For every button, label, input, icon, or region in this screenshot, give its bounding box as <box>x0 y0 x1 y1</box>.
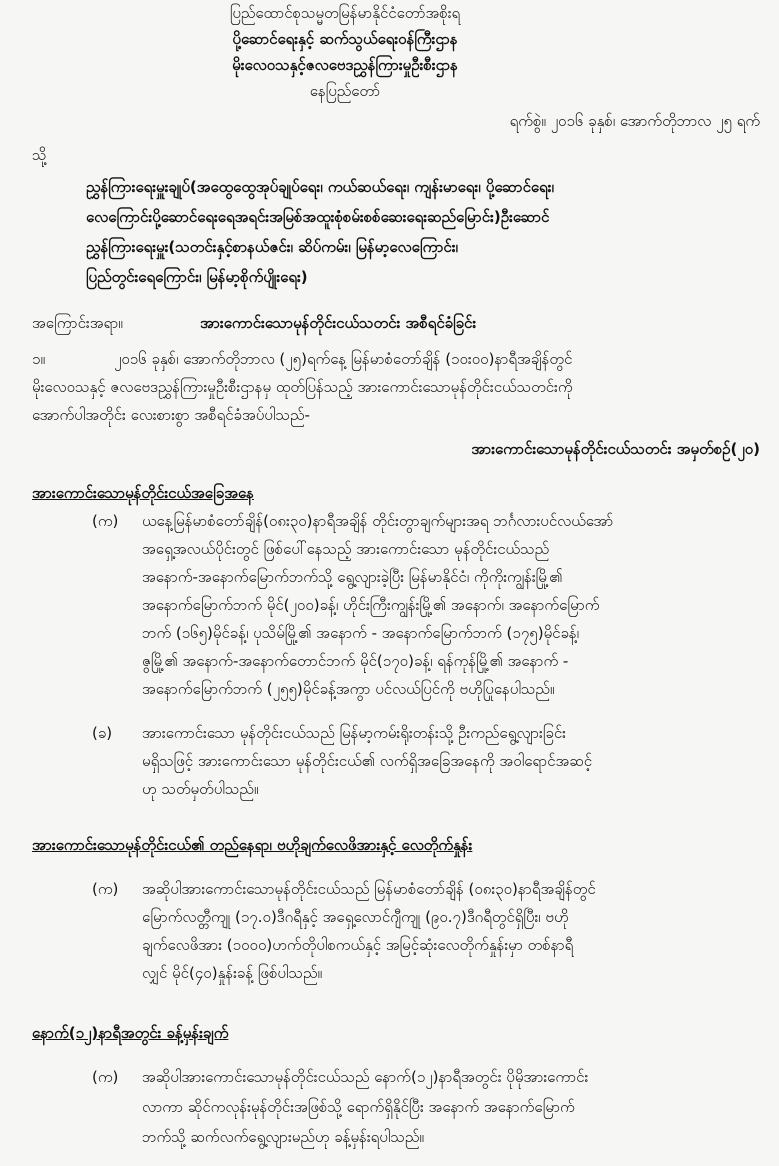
recipient-line: လေကြောင်းပို့ဆောင်ရေးရေအရင်းအမြစ်အထူးစုံစမ်းစစ်ဆေးရေးဆည်မြောင်း)ဦးဆောင် <box>86 208 550 226</box>
item-line: အနောက်-အနောက်မြောက်ဘက်သို့ ရွေ့လျားခဲ့ပြီး မြန်မာနိုင်ငံ၊ ကိုကိုးကျွန်းမြို့၏ <box>142 568 563 586</box>
ministry-name: ပို့ဆောင်ရေးနှင့် ဆက်သွယ်ရေးဝန်ကြီးဌာန <box>232 30 458 48</box>
item-line: အဆိုပါအားကောင်းသောမုန်တိုင်းငယ်သည် နောက်(၁၂)နာရီအတွင်း ပိုမိုအားကောင်း <box>142 1068 589 1086</box>
recipient-line: ညွှန်ကြားရေးမှူး(သတင်းနှင့်စာနယ်ဇင်း၊ ဆိပ်ကမ်း၊ မြန်မာ့လေကြောင်း၊ <box>86 238 458 256</box>
item-line: အားကောင်းသော မုန်တိုင်းငယ်သည် မြန်မာ့ကမ်းရိုးတန်းသို့ ဦးကည်ရွေ့လျားခြင်း <box>142 724 566 742</box>
item-line: အနောက်မြောက်ဘက် (၂၅၅)မိုင်ခန့်အကွာ ပင်လယ်ပြင်ကို ဗဟိုပြုနေပါသည်။ <box>142 680 555 698</box>
item-line: ဟု သတ်မှတ်ပါသည်။ <box>142 780 259 798</box>
item-line: မြောက်လတ္တီကျု (၁၇.၀)ဒီဂရီနှင့် အရှေ့လောင်ဂျီကျု (၉၀.၇)ဒီဂရီတွင်ရှိပြီး၊ ဗဟို <box>142 908 569 926</box>
para-line: အောက်ပါအတိုင်း လေးစားစွာ အစီရင်ခံအပ်ပါသည်- <box>32 406 310 424</box>
item-marker: (က) <box>92 1068 119 1086</box>
subject-text: အားကောင်းသောမုန်တိုင်းငယ်သတင်း အစီရင်ခံခြင်း <box>200 314 477 332</box>
section-heading: အားကောင်းသောမုန်တိုင်းငယ်၏ တည်နေရာ၊ ဗဟိုချက်လေဖိအားနှင့် လေတိုက်နှုန်း <box>32 836 473 854</box>
item-line: အဆိုပါအားကောင်းသောမုန်တိုင်းငယ်သည် မြန်မာစံတော်ချိန် (၀၈း၃၀)နာရီအချိန်တွင် <box>142 880 596 898</box>
item-line: လျှင် မိုင်(၄၀)နှုန်းခန့် ဖြစ်ပါသည်။ <box>142 964 323 982</box>
item-line: ဇွမြို့၏ အနောက်-အနောက်တောင်ဘက် မိုင်(၁၇၀)ခန့်၊ ရန်ကုန်မြို့၏ အနောက် - <box>142 652 569 670</box>
item-marker: (က) <box>92 880 119 898</box>
document-date: ရက်စွဲ။ ၂၀၁၆ ခုနှစ်၊ အောက်တိုဘာလ ၂၅ ရက် <box>509 112 760 130</box>
item-line: အနောက်မြောက်ဘက် မိုင်(၂၀၀)ခန့်၊ ဟိုင်းကြီးကျွန်းမြို့၏ အနောက်၊ အနောက်မြောက် <box>142 596 600 614</box>
item-marker: (ခ) <box>92 724 113 742</box>
item-line: အရှေ့အလယ်ပိုင်းတွင် ဖြစ်ပေါ်နေသည့် အားကောင်းသော မုန်တိုင်းငယ်သည် <box>142 540 550 558</box>
bulletin-number: အားကောင်းသောမုန်တိုင်းငယ်သတင်း အမှတ်စဉ်(၂၀) <box>471 440 760 458</box>
para-line: ၂၀၁၆ ခုနှစ်၊ အောက်တိုဘာလ (၂၅)ရက်နေ့ မြန်မာစံတော်ချိန် (၁၀း၀၀)နာရီအချိန်တွင် <box>114 350 573 368</box>
recipient-line: ပြည်တွင်းရေကြောင်း၊ မြန်မာ့စိုက်ပျိုးရေး) <box>86 268 308 286</box>
item-line: မရှိသဖြင့် အားကောင်းသော မုန်တိုင်းငယ်၏ လက်ရှိအခြေအနေကို အဝါရောင်အဆင့် <box>142 752 593 770</box>
section1-item-b <box>142 720 762 810</box>
section2-item-a <box>142 876 762 996</box>
section1-item-a <box>142 508 762 708</box>
subject-label: အကြောင်းအရာ။ <box>32 314 123 332</box>
govt-name: ပြည်ထောင်စုသမ္မတမြန်မာနိုင်ငံတော်အစိုးရ <box>229 4 461 22</box>
item-marker: (က) <box>92 512 119 530</box>
para1-body <box>32 346 762 436</box>
item-line: လာကာ ဆိုင်ကလုန်းမုန်တိုင်းအဖြစ်သို့ ရောက်ရှိနိုင်ပြီး အနောက် အနောက်မြောက် <box>142 1098 575 1116</box>
location: နေပြည်တော် <box>309 82 381 100</box>
recipient-line: ညွှန်ကြားရေးမှူးချုပ်(အထွေထွေအုပ်ချုပ်ရေး၊ ကယ်ဆယ်ရေး၊ ကျန်းမာရေး၊ ပို့ဆောင်ရေး၊ <box>86 178 554 196</box>
department-name: မိုးလေဝသနှင့်ဇလဗေဒညွှန်ကြားမှုဦးစီးဌာန <box>232 56 458 74</box>
item-line: ဘက် (၁၆၅)မိုင်ခန့်၊ ပုသိမ်မြို့၏ အနောက် - အနောက်မြောက်ဘက် (၁၇၅)မိုင်ခန့်၊ <box>142 624 580 642</box>
section-heading: နောက်(၁၂)နာရီအတွင်း ခန့်မှန်းချက် <box>32 1024 229 1042</box>
para1-number: ၁။ <box>32 350 45 368</box>
to-label: သို့ <box>32 146 47 164</box>
recipients-block <box>86 174 766 294</box>
section-heading: အားကောင်းသောမုန်တိုင်းငယ်အခြေအနေ <box>32 484 254 502</box>
item-line: ချက်လေဖိအား (၁၀၀၀)ဟက်တိုပါစကယ်နှင့် အမြင့်ဆုံးလေတိုက်နှုန်းမှာ တစ်နာရီ <box>142 936 574 954</box>
item-line: ယနေ့မြန်မာစံတော်ချိန်(၀၈း၃၀)နာရီအချိန် တိုင်းတွာချက်များအရ ဘင်္ဂလားပင်လယ်အော် <box>142 512 614 530</box>
item-line: ဘက်သို့ ဆက်လက်ရွေ့လျားမည်ဟု ခန့်မှန်းရပါသည်။ <box>142 1128 424 1146</box>
section3-item-a <box>142 1064 762 1154</box>
para-line: မိုးလေဝသနှင့် ဇလဗေဒညွှန်ကြားမှုဦးစီးဌာနမှ ထုတ်ပြန်သည့် အားကောင်းသောမုန်တိုင်းငယ်သတင်းကို <box>32 378 573 396</box>
